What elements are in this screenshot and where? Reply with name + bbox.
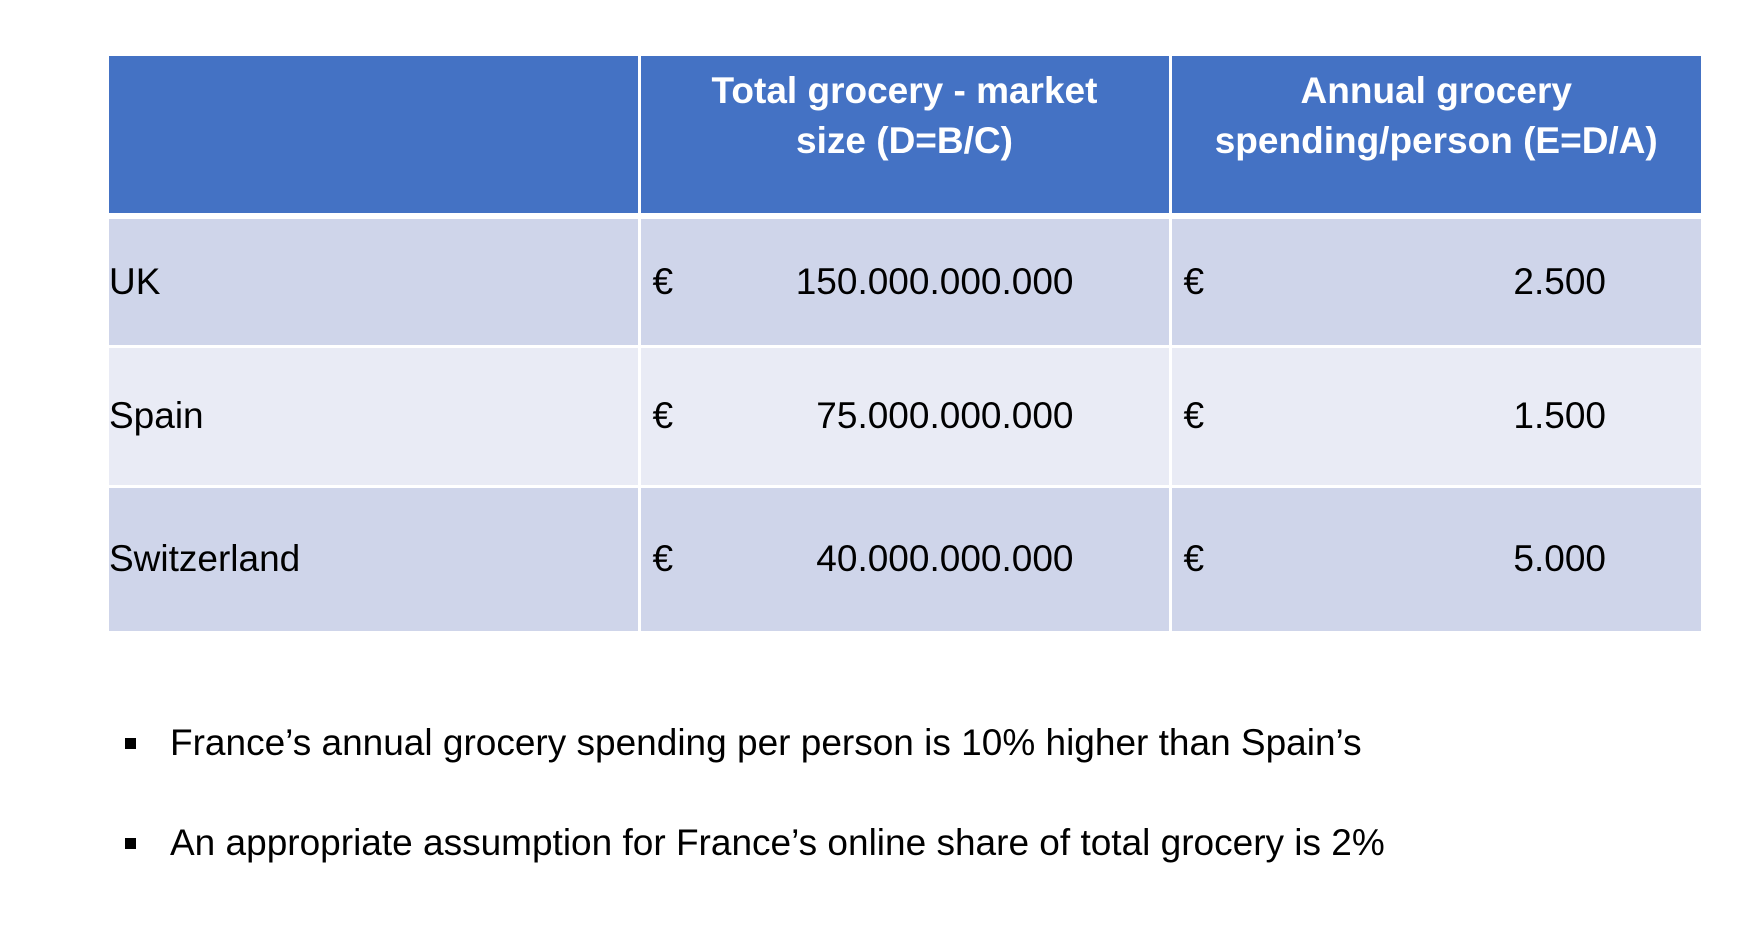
currency-symbol: € [1183,260,1205,302]
list-item [125,818,1385,868]
market-size-value: 75.000.000.000 [816,395,1074,436]
notes-list [125,718,1385,918]
header-market-size: Total grocery - market size (D=B/C) [639,56,1170,216]
spending-cell [1170,216,1701,346]
market-size-value: 150.000.000.000 [795,260,1074,302]
spending-value: 5.000 [1513,538,1606,580]
market-size-cell [639,486,1170,631]
currency-symbol: € [652,395,674,436]
square-bullet-icon [125,738,136,749]
list-item [125,718,1385,768]
note-text: An appropriate assumption for France’s online share of total grocery is 2% [170,822,1385,863]
grocery-market-table [109,56,1701,631]
table-header-row [109,56,1701,216]
header-spending-per-person: Annual grocery spending/person (E=D/A) [1170,56,1701,216]
currency-symbol: € [652,538,674,580]
market-size-cell [639,346,1170,486]
header-country [109,56,639,216]
market-size-value: 40.000.000.000 [816,538,1074,580]
spending-cell [1170,346,1701,486]
square-bullet-icon [125,838,136,849]
table-row [109,346,1701,486]
country-cell: UK [109,216,639,346]
currency-symbol: € [652,260,674,302]
note-text: France’s annual grocery spending per person is 10% higher than Spain’s [170,722,1362,763]
spending-value: 2.500 [1513,260,1606,302]
spending-value: 1.500 [1513,395,1606,436]
table-row [109,216,1701,346]
country-cell: Switzerland [109,486,639,631]
market-size-cell [639,216,1170,346]
currency-symbol: € [1183,538,1205,580]
currency-symbol: € [1183,395,1205,436]
spending-cell [1170,486,1701,631]
table-row [109,486,1701,631]
country-cell: Spain [109,346,639,486]
